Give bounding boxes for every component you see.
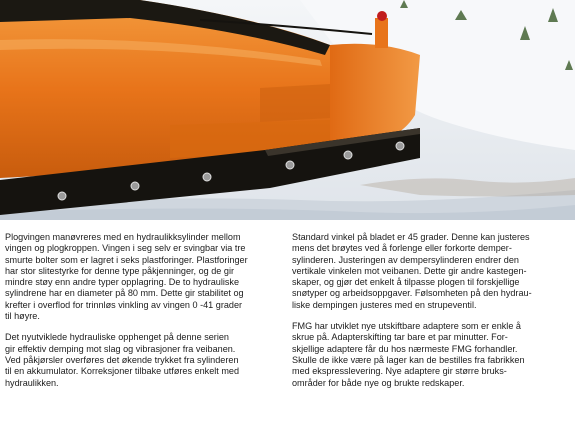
article-text (0, 220, 575, 431)
left-column (5, 232, 283, 399)
paragraph: FMG har utviklet nye utskiftbare adaptere som er enkle å skrue på. Adapterskifting tar bare et par minutter. For- skjellige adaptere får du hos nærmeste FMG forhandler. Skulle de ikke være på lager kan de bestilles fra fabrikken med ekspresslevering. Nye adaptere gir større bruks- områder for både nye og brukte redskaper. (292, 321, 525, 388)
paragraph: Standard vinkel på bladet er 45 grader. Denne kan justeres mens det brøytes ved å forlenge eller forkorte demper- sylinderen. Justeringen av dempersylinderen endrer den vertikale vinkelen mot veibanen. Dette gir andre kastegen- skaper, og gjør det enkelt å tilpasse plogen til forskjellige snøtyper og arbeidsoppgaver. Følsomheten på den hydrau- liske dempingen justeres med en strupeventil. (292, 232, 532, 310)
right-column (292, 232, 572, 399)
paragraph: Plogvingen manøvreres med en hydraulikksylinder mellom vingen og plogkroppen. Vingen i seg selv er svingbar via tre smurte bolter som er lagret i seks plastforinger. Plastforinger har stor slitestyrke for denne type påkjenninger, og de gir mindre støy enn andre typer opplagring. De to hydrauliske sylindrene har en diameter på 80 mm. Dette gir stabilitet og krefter i overflod for trinnløs vinkling av vingen 0 -41 grader til høyre. (5, 232, 248, 322)
paragraph: Det nyutviklede hydrauliske opphenget på denne serien gir effektiv demping mot slag og vibrasjoner fra veibanen. Ved påkjørsler overføres det økende trykket fra sylinderen til en akkumulator. Korreksjoner tilbake utføres enkelt med hydraulikken. (5, 332, 240, 388)
